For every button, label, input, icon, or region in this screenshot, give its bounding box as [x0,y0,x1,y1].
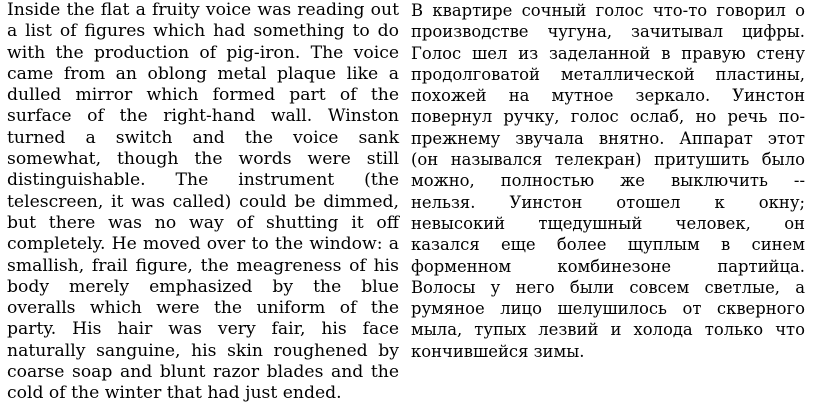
russian-text-line: прежнему звучала внятно. Аппарат этот [411,128,805,148]
english-text-line: overalls which were the uniform of the [7,298,399,319]
russian-text-line: Голос шел из заделанной в правую стену [411,43,805,63]
english-text-line: somewhat, though the words were still [7,149,399,170]
english-text-line: but there was no way of shutting it off [7,212,399,233]
russian-text-line: Волосы у него были совсем светлые, а [411,277,805,297]
russian-text-line: продолговатой металлической пластины, [411,64,805,84]
english-text-line: turned a switch and the voice sank [7,127,399,148]
russian-text-line: можно, полностью же выключить -- [411,171,805,191]
english-text-line: came from an oblong metal plaque like a [7,63,399,84]
english-text-line: with the production of pig-iron. The voice [7,42,399,63]
russian-text-line: невысокий тщедушный человек, он [411,213,805,233]
russian-text-line: производстве чугуна, зачитывал цифры. [411,22,805,42]
russian-text-line: кончившейся зимы. [411,341,585,361]
russian-text-line: (он назывался телекран) притушить было [411,150,805,170]
english-text-line: smallish, frail figure, the meagreness of his [7,255,399,276]
russian-text-line: румяное лицо шелушилось от скверного [411,299,805,319]
russian-text-line: форменном комбинезоне партийца. [411,256,805,276]
english-text-line: distinguishable. The instrument (the [7,170,399,191]
english-text-line: party. His hair was very fair, his face [7,319,399,340]
english-text-line: coarse soap and blunt razor blades and the [7,362,399,383]
russian-text-line: казался еще более щуплым в синем [411,235,805,255]
russian-text-line: повернул ручку, голос ослаб, но речь по- [411,107,805,127]
russian-text-line: мыла, тупых лезвий и холода только что [411,320,805,340]
english-text-line: naturally sanguine, his skin roughened by [7,340,399,361]
english-column [7,0,399,411]
english-text-line: telescreen, it was called) could be dimmed, [7,191,399,212]
russian-column [411,0,805,411]
english-text-line: dulled mirror which formed part of the [7,85,399,106]
english-text-line: cold of the winter that had just ended. [7,383,342,404]
english-text-line: a list of figures which had something to do [7,21,399,42]
russian-text-line: похожей на мутное зеркало. Уинстон [411,86,805,106]
english-text-line: Inside the flat a fruity voice was reading out [7,0,399,20]
english-text-line: completely. He moved over to the window: a [7,234,399,255]
russian-text-line: нельзя. Уинстон отошел к окну; [411,192,805,212]
english-text-line: body merely emphasized by the blue [7,276,399,297]
russian-text-line: В квартире сочный голос что-то говорил о [411,1,805,20]
english-text-line: surface of the right-hand wall. Winston [7,106,399,127]
